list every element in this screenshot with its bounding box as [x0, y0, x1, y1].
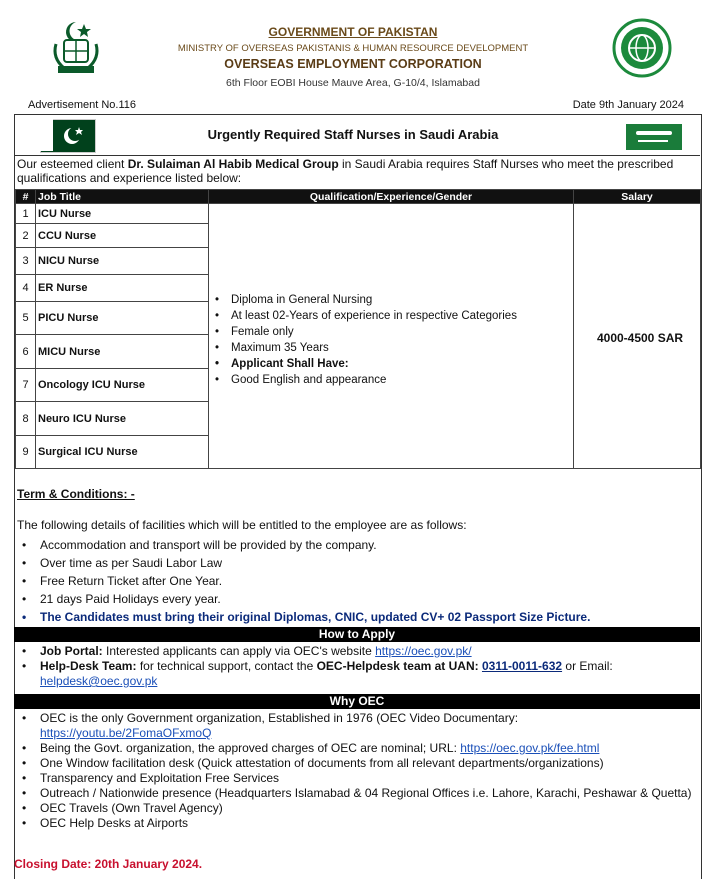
- col-job-title: Job Title: [36, 190, 209, 204]
- row-num: 8: [16, 402, 36, 436]
- helpdesk-label: Help-Desk Team:: [40, 659, 137, 673]
- qualification-item: • Diploma in General Nursing: [231, 292, 517, 308]
- why-oec-list: [22, 711, 698, 831]
- list-item: [22, 711, 698, 741]
- job-title: Oncology ICU Nurse: [36, 369, 209, 402]
- advertisement-number: Advertisement No.116: [28, 99, 137, 111]
- list-item: • 21 days Paid Holidays every year.: [22, 590, 590, 608]
- job-title: ICU Nurse: [36, 204, 209, 224]
- salary-value: 4000-4500 SAR: [596, 331, 684, 345]
- client-name: Dr. Sulaiman Al Habib Medical Group: [127, 157, 339, 171]
- qualification-item: • Applicant Shall Have:: [231, 356, 517, 372]
- row-num: 9: [16, 436, 36, 469]
- closing-date: Closing Date: 20th January 2024.: [14, 857, 203, 871]
- list-item: • Accommodation and transport will be provided by the company.: [22, 536, 590, 554]
- job-title: MICU Nurse: [36, 335, 209, 369]
- why-text: Being the Govt. organization, the approved charges of OEC are nominal; URL:: [40, 741, 461, 755]
- list-item: [22, 644, 698, 659]
- why-oec-heading: Why OEC: [14, 694, 700, 709]
- portal-label: Job Portal:: [40, 644, 103, 658]
- terms-list: [22, 536, 590, 626]
- banner-title: Urgently Required Staff Nurses in Saudi Arabia: [207, 127, 499, 142]
- intro-text-cont: in Saudi Arabia requires Staff Nurses who meet the prescribed qualifications and experience listed below:: [17, 157, 674, 185]
- list-item: • OEC Travels (Own Travel Agency): [22, 801, 698, 816]
- portal-link[interactable]: https://oec.gov.pk/: [375, 644, 472, 658]
- list-item: • Over time as per Saudi Labor Law: [22, 554, 590, 572]
- list-item: • Free Return Ticket after One Year.: [22, 572, 590, 590]
- qualification-item: • Female only: [231, 324, 517, 340]
- row-num: 1: [16, 204, 36, 224]
- row-num: 2: [16, 224, 36, 248]
- job-title: PICU Nurse: [36, 302, 209, 335]
- table-header-row: [16, 190, 701, 204]
- col-qualification: Qualification/Experience/Gender: [209, 190, 574, 204]
- row-num: 6: [16, 335, 36, 369]
- helpdesk-email-text: or Email:: [562, 659, 613, 673]
- col-num: #: [16, 190, 36, 204]
- portal-text: Interested applicants can apply via OEC's website: [102, 644, 376, 658]
- terms-heading: Term & Conditions: -: [17, 487, 135, 501]
- helpdesk-uan: OEC-Helpdesk team at UAN:: [316, 659, 482, 673]
- col-salary: Salary: [574, 190, 701, 204]
- row-num: 4: [16, 275, 36, 302]
- job-title: CCU Nurse: [36, 224, 209, 248]
- corporation-title: OVERSEAS EMPLOYMENT CORPORATION: [224, 57, 482, 71]
- list-item: [22, 659, 698, 689]
- ministry-title: MINISTRY OF OVERSEAS PAKISTANIS & HUMAN RESOURCE DEVELOPMENT: [177, 43, 529, 54]
- list-item: [22, 741, 698, 756]
- list-item: • Transparency and Exploitation Free Services: [22, 771, 698, 786]
- list-item: • The Candidates must bring their original Diplomas, CNIC, updated CV+ 02 Passport Size Picture.: [22, 608, 590, 626]
- job-title: NICU Nurse: [36, 248, 209, 275]
- fee-link[interactable]: https://oec.gov.pk/fee.html: [460, 741, 600, 755]
- row-num: 7: [16, 369, 36, 402]
- row-num: 3: [16, 248, 36, 275]
- qualification-item: • Maximum 35 Years: [231, 340, 517, 356]
- row-num: 5: [16, 302, 36, 335]
- intro-text: Our esteemed client: [17, 157, 128, 171]
- how-to-apply-heading: How to Apply: [14, 627, 700, 642]
- helpdesk-text: for technical support, contact the: [136, 659, 317, 673]
- qualification-item: • Good English and appearance: [231, 372, 517, 388]
- government-title: GOVERNMENT OF PAKISTAN: [268, 25, 438, 39]
- advertisement-date: Date 9th January 2024: [572, 99, 684, 111]
- list-item: • One Window facilitation desk (Quick attestation of documents from all relevant departments/organizations): [22, 756, 698, 771]
- terms-intro: The following details of facilities which will be entitled to the employee are as follows:: [17, 518, 467, 532]
- qualification-list: [215, 292, 517, 388]
- helpdesk-email-link[interactable]: helpdesk@oec.gov.pk: [40, 674, 158, 688]
- job-title: Surgical ICU Nurse: [36, 436, 209, 469]
- job-title: ER Nurse: [36, 275, 209, 302]
- address: 6th Floor EOBI House Mauve Area, G-10/4, Islamabad: [226, 77, 480, 89]
- qualification-item: • At least 02-Years of experience in respective Categories: [231, 308, 517, 324]
- intro-paragraph: [17, 157, 697, 185]
- apply-list: [22, 644, 698, 689]
- list-item: • Outreach / Nationwide presence (Headquarters Islamabad & 04 Regional Offices i.e. Lahore, Karachi, Peshawar & Quetta): [22, 786, 698, 801]
- job-title: Neuro ICU Nurse: [36, 402, 209, 436]
- why-text: OEC is the only Government organization, Established in 1976 (OEC Video Documentary:: [40, 711, 519, 725]
- list-item: • OEC Help Desks at Airports: [22, 816, 698, 831]
- helpdesk-phone[interactable]: 0311-0011-632: [481, 659, 563, 673]
- video-link[interactable]: https://youtu.be/2FomaOFxmoQ: [40, 726, 212, 740]
- table-row: [16, 204, 701, 224]
